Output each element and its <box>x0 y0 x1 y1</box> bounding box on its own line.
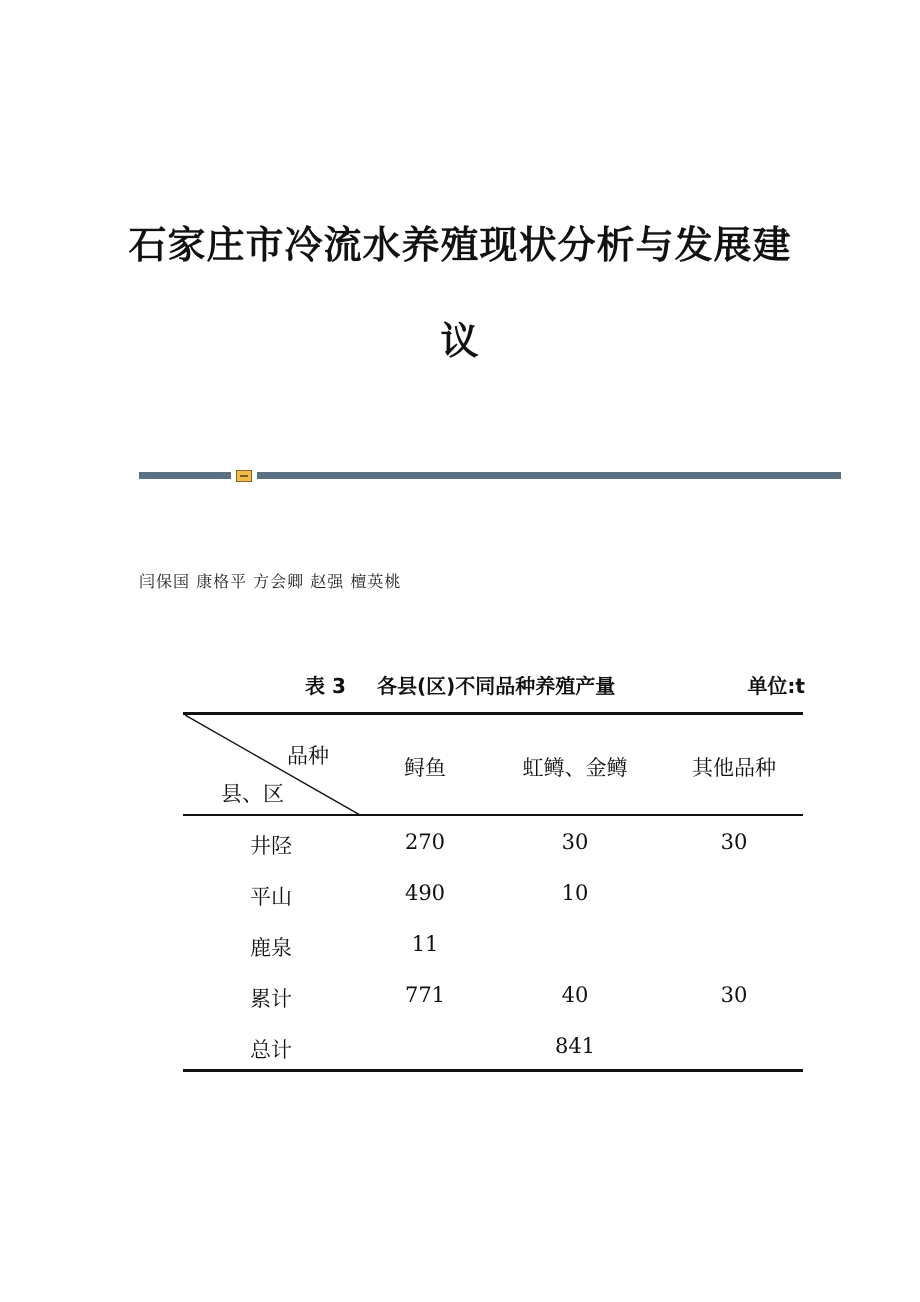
table-title: 各县(区)不同品种养殖产量 <box>377 674 616 698</box>
row-county: 鹿泉 <box>250 936 292 960</box>
divider-bar-right <box>257 472 841 479</box>
table-number: 表 3 <box>305 674 346 698</box>
divider-bar-left <box>139 472 231 479</box>
title-divider <box>139 470 841 482</box>
table-unit: 单位:t <box>747 674 805 698</box>
table-cell: 40 <box>561 983 589 1007</box>
row-county: 平山 <box>250 885 292 909</box>
corner-header-variety: 品种 <box>287 744 329 768</box>
row-total-label: 总计 <box>250 1038 292 1062</box>
table-cell: 30 <box>720 983 748 1007</box>
column-header-other: 其他品种 <box>692 756 776 780</box>
table-cell: 270 <box>404 830 446 854</box>
row-subtotal-label: 累计 <box>250 987 292 1011</box>
table-bottom-rule <box>183 1069 803 1072</box>
column-header-trout: 虹鳟、金鳟 <box>522 756 628 780</box>
corner-header-county: 县、区 <box>221 782 284 806</box>
table-cell: 30 <box>561 830 589 854</box>
row-total-value: 841 <box>554 1034 596 1058</box>
table-cell: 771 <box>404 983 446 1007</box>
row-county: 井陉 <box>250 834 292 858</box>
table-cell: 10 <box>561 881 589 905</box>
divider-emblem-icon <box>236 470 252 482</box>
column-header-sturgeon: 鲟鱼 <box>404 756 446 780</box>
table-cell: 30 <box>720 830 748 854</box>
document-title-line-1: 石家庄市冷流水养殖现状分析与发展建 <box>128 222 792 267</box>
document-title-line-2: 议 <box>440 318 480 363</box>
authors-line: 闫保国 康格平 方会卿 赵强 檀英桃 <box>139 572 402 591</box>
production-table <box>183 712 803 1074</box>
table-caption <box>305 670 810 698</box>
table-cell: 11 <box>411 932 439 956</box>
table-cell: 490 <box>404 881 446 905</box>
